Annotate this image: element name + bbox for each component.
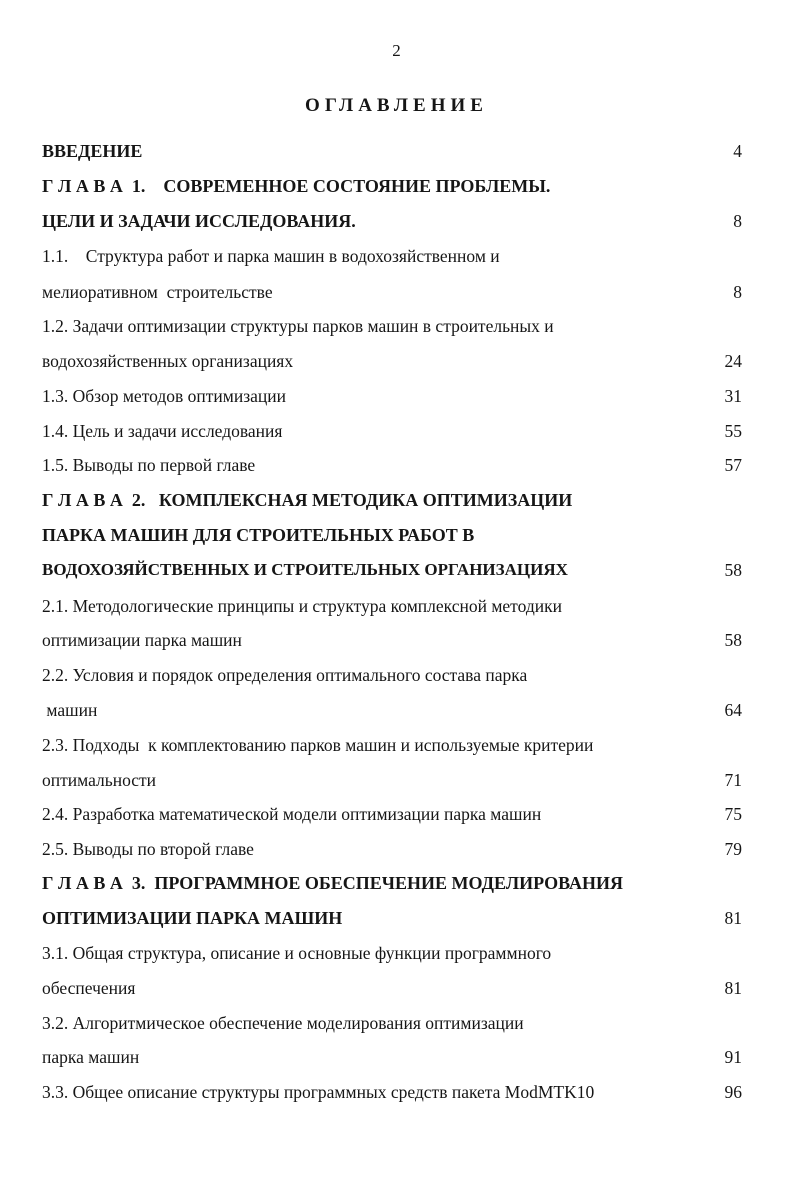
toc-entry-text: ПАРКА МАШИН ДЛЯ СТРОИТЕЛЬНЫХ РАБОТ В <box>42 525 475 545</box>
toc-entry-page: 75 <box>724 804 742 824</box>
toc-entry-text: 1.1. Структура работ и парка машин в водохозяйственном и <box>42 246 500 266</box>
toc-entry-text: водохозяйственных организациях <box>42 351 294 371</box>
toc-entry-text: машин <box>42 700 98 720</box>
toc-entry-text: 1.2. Задачи оптимизации структуры парков машин в строительных и <box>42 316 554 336</box>
toc-entry <box>42 316 742 346</box>
toc-entry-page: 96 <box>724 1082 742 1102</box>
toc-entry-text: 2.3. Подходы к комплектованию парков машин и используемые критерии <box>42 735 594 755</box>
toc-entry <box>42 211 742 241</box>
toc-entry-page: 8 <box>733 211 742 231</box>
toc-entry-text: Г Л А В А 1. СОВРЕМЕННОЕ СОСТОЯНИЕ ПРОБЛЕМЫ. <box>42 176 551 196</box>
toc-entry <box>42 700 742 730</box>
toc-entry <box>42 141 742 171</box>
toc-entry-page: 55 <box>724 421 742 441</box>
toc-entry <box>42 630 742 660</box>
toc-chapter-heading <box>42 560 742 590</box>
toc-entry-page: 71 <box>724 770 742 790</box>
toc-entry <box>42 455 742 485</box>
toc-entry-page: 81 <box>724 978 742 998</box>
toc-entry <box>42 943 742 973</box>
toc-entry <box>42 665 742 695</box>
toc-entry <box>42 804 742 834</box>
toc-entry-page: 58 <box>724 630 742 650</box>
toc-entry-text: 3.2. Алгоритмическое обеспечение моделирования оптимизации <box>42 1013 524 1033</box>
toc-chapter-heading <box>42 490 742 520</box>
toc-chapter-heading <box>42 176 742 206</box>
toc-entry-text: 1.5. Выводы по первой главе <box>42 455 256 475</box>
toc-entry-text: 3.3. Общее описание структуры программных средств пакета ModMTK10 <box>42 1082 595 1102</box>
toc-entry <box>42 246 742 276</box>
toc-entry <box>42 596 742 626</box>
toc-entry-text: оптимальности <box>42 770 157 790</box>
toc-entry-page: 81 <box>724 908 742 928</box>
toc-entry-page: 8 <box>733 282 742 302</box>
toc-entry-text: ВОДОХОЗЯЙСТВЕННЫХ И СТРОИТЕЛЬНЫХ ОРГАНИЗАЦИЯХ <box>42 560 568 579</box>
toc-entry-text: 1.3. Обзор методов оптимизации <box>42 386 286 406</box>
page-number: 2 <box>392 41 401 60</box>
toc-entry <box>42 770 742 800</box>
toc-entry-text: ВВЕДЕНИЕ <box>42 141 143 161</box>
toc-entry <box>42 351 742 381</box>
toc-entry <box>42 978 742 1008</box>
toc-entry-text: 1.4. Цель и задачи исследования <box>42 421 283 441</box>
toc-entry-text: 2.2. Условия и порядок определения оптимального состава парка <box>42 665 528 685</box>
toc-entry-text: парка машин <box>42 1047 140 1067</box>
toc-entry-text: 2.5. Выводы по второй главе <box>42 839 254 859</box>
toc-chapter-heading <box>42 873 742 903</box>
toc-entry-page: 24 <box>724 351 742 371</box>
toc-entry <box>42 386 742 416</box>
toc-entry-text: 2.1. Методологические принципы и структура комплексной методики <box>42 596 562 616</box>
toc-entry-text: мелиоративном строительстве <box>42 282 273 302</box>
toc-entry-page: 4 <box>733 141 742 161</box>
toc-entry-text: оптимизации парка машин <box>42 630 242 650</box>
toc-entry <box>42 421 742 451</box>
toc-chapter-heading <box>42 525 742 555</box>
toc-entry-text: 3.1. Общая структура, описание и основные функции программного <box>42 943 552 963</box>
toc-entry-page: 58 <box>724 560 742 580</box>
toc-entry-text: Г Л А В А 3. ПРОГРАММНОЕ ОБЕСПЕЧЕНИЕ МОДЕЛИРОВАНИЯ <box>42 873 623 893</box>
toc-entry <box>42 1013 742 1043</box>
toc-entry-text: обеспечения <box>42 978 136 998</box>
toc-entry-page: 57 <box>724 455 742 475</box>
toc-entry-page: 64 <box>724 700 742 720</box>
toc-entry-page: 91 <box>724 1047 742 1067</box>
toc-entry <box>42 839 742 869</box>
toc-entry <box>42 735 742 765</box>
toc-entry-page: 79 <box>724 839 742 859</box>
toc-entry-text: ОПТИМИЗАЦИИ ПАРКА МАШИН <box>42 908 343 928</box>
toc-chapter-heading <box>42 908 742 938</box>
toc-entry-text: Г Л А В А 2. КОМПЛЕКСНАЯ МЕТОДИКА ОПТИМИЗАЦИИ <box>42 490 573 510</box>
toc-entry <box>42 1047 742 1077</box>
toc-entry <box>42 282 742 312</box>
toc-entry-text: 2.4. Разработка математической модели оптимизации парка машин <box>42 804 542 824</box>
toc-entry-text: ЦЕЛИ И ЗАДАЧИ ИССЛЕДОВАНИЯ. <box>42 211 356 231</box>
toc-entry-page: 31 <box>724 386 742 406</box>
toc-title: ОГЛАВЛЕНИЕ <box>305 95 488 116</box>
toc-entry <box>42 1082 742 1112</box>
